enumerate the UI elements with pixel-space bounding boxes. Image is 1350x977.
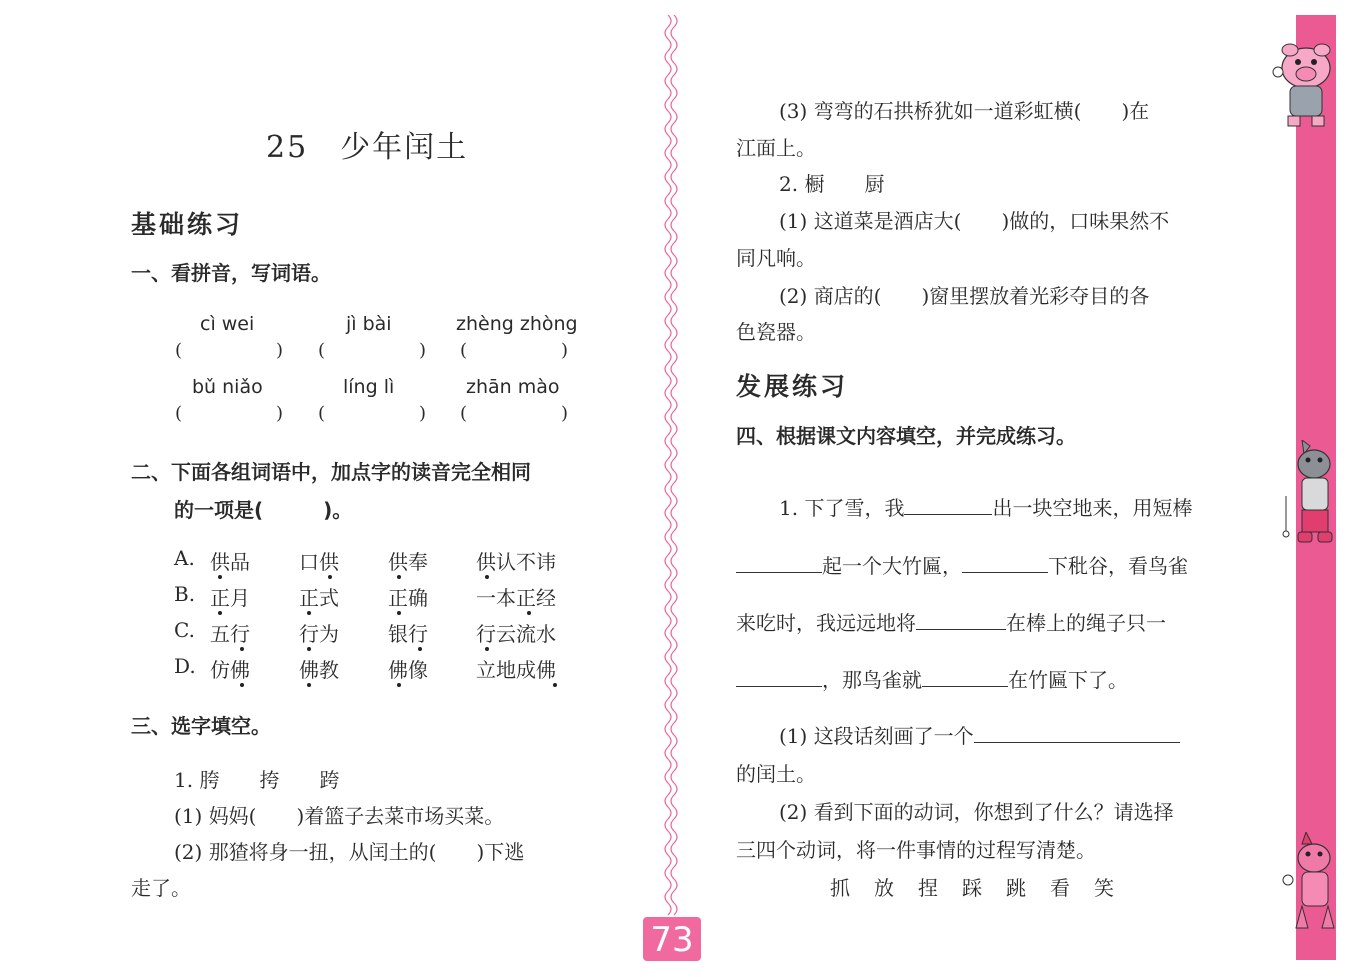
option-a-word-3: 供奉 xyxy=(388,550,428,574)
practice-1-line2: 的闰土。 xyxy=(736,762,816,786)
fill-text: 出一块空地来，用短棒 xyxy=(992,496,1193,520)
page-divider xyxy=(664,15,678,950)
fill-text: ，那鸟雀就 xyxy=(822,668,922,692)
fill-blank[interactable] xyxy=(962,552,1048,573)
fill-blank[interactable] xyxy=(736,666,822,687)
option-c-label[interactable]: C. xyxy=(174,618,195,642)
verb-item: 放 xyxy=(874,876,894,900)
practice-1-line1 xyxy=(779,720,1180,749)
option-c-word-2: 行为 xyxy=(299,622,339,646)
fill-line-4 xyxy=(736,664,1128,693)
sentence-3-line1: (3) 弯弯的石拱桥犹如一道彩虹横( )在 xyxy=(779,99,1150,123)
emphasis-dot xyxy=(397,575,401,579)
fill-text: 在棒上的绳子只一 xyxy=(1006,611,1166,635)
pinyin-lingli: líng lì xyxy=(343,376,395,398)
emphasis-dot xyxy=(307,647,311,651)
fill-text: 下秕谷，看鸟雀 xyxy=(1048,554,1188,578)
emphasis-dot xyxy=(485,647,489,651)
option-b-label[interactable]: B. xyxy=(174,582,196,606)
emphasis-dot xyxy=(553,683,557,687)
lesson-title: 25 少年闰土 xyxy=(266,130,469,165)
emphasis-dot xyxy=(397,683,401,687)
pinyin-zhengzhong: zhèng zhòng xyxy=(456,313,578,335)
answer-box-3[interactable]: ( ) xyxy=(460,340,569,361)
option-b-word-4: 一本正经 xyxy=(476,586,556,610)
answer-box-1[interactable]: ( ) xyxy=(175,340,284,361)
verb-item: 看 xyxy=(1050,876,1070,900)
practice-1-text: (1) 这段话刻画了一个 xyxy=(779,724,974,748)
option-a-word-2: 口供 xyxy=(299,550,339,574)
fox-cartoon-icon xyxy=(1278,832,1340,932)
pinyin-ciwei: cì wei xyxy=(200,313,255,335)
section-basic-practice: 基础练习 xyxy=(131,210,244,239)
fill-text: 1. 下了雪，我 xyxy=(779,496,905,520)
option-d-word-3: 佛像 xyxy=(388,658,428,682)
pinyin-bunian: bǔ niǎo xyxy=(192,376,263,398)
fill-text: 来吃时，我远远地将 xyxy=(736,611,916,635)
option-d-word-4: 立地成佛 xyxy=(476,658,556,682)
pig-cartoon-icon xyxy=(1270,38,1338,130)
fill-text: 起一个大竹匾， xyxy=(822,554,962,578)
emphasis-dot xyxy=(307,683,311,687)
fill-text: 在竹匾下了。 xyxy=(1008,668,1128,692)
group-2-sentence-2-line1: (2) 商店的( )窗里摆放着光彩夺目的各 xyxy=(779,284,1150,308)
group-2-sentence-2-line2: 色瓷器。 xyxy=(736,320,816,344)
option-a-label[interactable]: A. xyxy=(174,546,195,570)
option-c-word-1: 五行 xyxy=(210,622,250,646)
option-d-word-1: 仿佛 xyxy=(210,658,250,682)
emphasis-dot xyxy=(418,647,422,651)
question-3-heading: 三、选字填空。 xyxy=(131,714,271,738)
option-c-word-4: 行云流水 xyxy=(476,622,556,646)
option-b-word-2: 正式 xyxy=(299,586,339,610)
page-number-badge: 73 xyxy=(643,917,701,961)
section-develop-practice: 发展练习 xyxy=(736,372,849,401)
pinyin-zhanmao: zhān mào xyxy=(466,376,560,398)
emphasis-dot xyxy=(240,647,244,651)
practice-1-blank[interactable] xyxy=(974,722,1180,743)
option-d-label[interactable]: D. xyxy=(174,654,196,678)
verb-item: 踩 xyxy=(962,876,982,900)
answer-box-2[interactable]: ( ) xyxy=(318,340,427,361)
emphasis-dot xyxy=(240,683,244,687)
group-1-chars: 1. 胯 挎 跨 xyxy=(174,768,340,792)
question-2-line2: 的一项是( )。 xyxy=(174,498,353,522)
sentence-2: (2) 那猹将身一扭，从闰土的( )下逃 xyxy=(174,840,525,864)
option-c-word-3: 银行 xyxy=(388,622,428,646)
sentence-1: (1) 妈妈( )着篮子去菜市场买菜。 xyxy=(174,804,505,828)
fill-blank[interactable] xyxy=(916,609,1006,630)
verb-item: 笑 xyxy=(1094,876,1114,900)
emphasis-dot xyxy=(527,611,531,615)
pinyin-jibai: jì bài xyxy=(346,313,392,335)
option-b-word-3: 正确 xyxy=(388,586,428,610)
option-d-word-2: 佛教 xyxy=(299,658,339,682)
sentence-3-line2: 江面上。 xyxy=(736,136,816,160)
question-4-heading: 四、根据课文内容填空，并完成练习。 xyxy=(736,424,1076,448)
fill-blank[interactable] xyxy=(922,666,1008,687)
emphasis-dot xyxy=(328,575,332,579)
emphasis-dot xyxy=(397,611,401,615)
emphasis-dot xyxy=(307,611,311,615)
group-2-chars: 2. 橱 厨 xyxy=(779,172,885,196)
group-2-sentence-1-line2: 同凡响。 xyxy=(736,246,816,270)
question-2-line1: 二、下面各组词语中，加点字的读音完全相同 xyxy=(131,460,531,484)
answer-box-5[interactable]: ( ) xyxy=(318,403,427,424)
group-2-sentence-1-line1: (1) 这道菜是酒店大( )做的，口味果然不 xyxy=(779,209,1170,233)
practice-2-line2: 三四个动词，将一件事情的过程写清楚。 xyxy=(736,838,1096,862)
option-a-word-4: 供认不讳 xyxy=(476,550,556,574)
fill-blank[interactable] xyxy=(904,494,992,515)
answer-box-4[interactable]: ( ) xyxy=(175,403,284,424)
emphasis-dot xyxy=(218,611,222,615)
fill-line-3 xyxy=(736,607,1166,636)
emphasis-dot xyxy=(485,575,489,579)
fill-blank[interactable] xyxy=(736,552,822,573)
wolf-cartoon-icon xyxy=(1280,440,1342,552)
verb-item: 捏 xyxy=(918,876,938,900)
verb-item: 跳 xyxy=(1006,876,1026,900)
answer-box-6[interactable]: ( ) xyxy=(460,403,569,424)
practice-2-line1: (2) 看到下面的动词，你想到了什么？请选择 xyxy=(779,800,1174,824)
question-1-heading: 一、看拼音，写词语。 xyxy=(131,261,331,285)
option-b-word-1: 正月 xyxy=(210,586,250,610)
fill-line-2 xyxy=(736,550,1188,579)
verb-list xyxy=(830,872,1138,901)
option-a-word-1: 供品 xyxy=(210,550,250,574)
emphasis-dot xyxy=(218,575,222,579)
fill-line-1 xyxy=(779,492,1192,521)
verb-item: 抓 xyxy=(830,876,850,900)
sentence-2-cont: 走了。 xyxy=(131,876,191,900)
